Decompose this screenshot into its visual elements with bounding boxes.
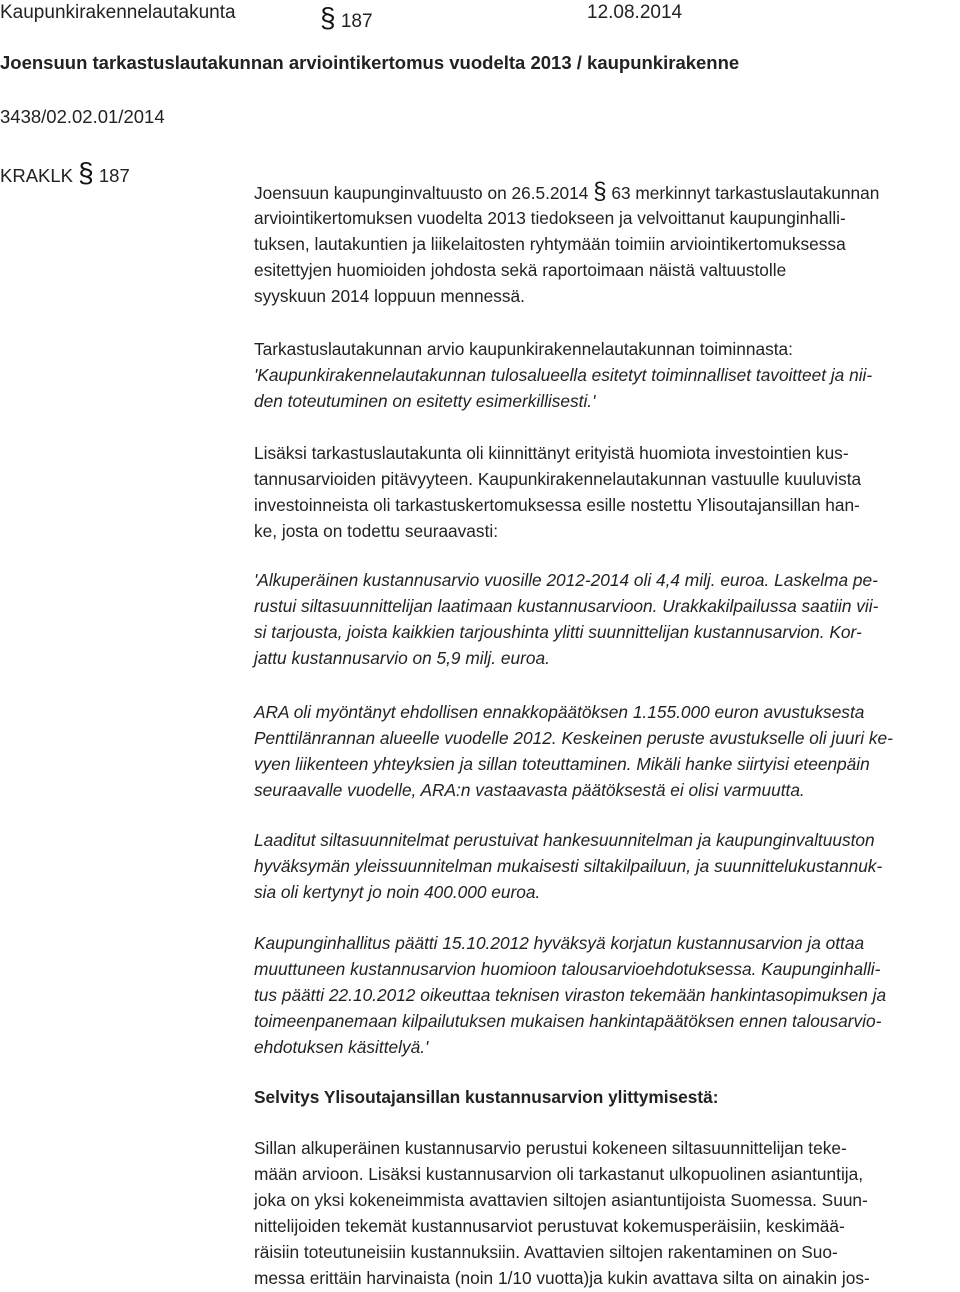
- section-mark-icon: §: [78, 157, 94, 188]
- explanation-line: Sillan alkuperäinen kustannusarvio perustui kokeneen siltasuunnittelijan teke-: [254, 1138, 847, 1158]
- note-line: tannusarvioiden pitävyyteen. Kaupunkirakennelautakunnan vastuulle kuuluvista: [254, 469, 862, 489]
- meeting-date: 12.08.2014: [587, 2, 683, 23]
- explanation-paragraph: [254, 1135, 950, 1291]
- quote-paragraph-4: [254, 930, 950, 1060]
- intro-line: arviointikertomuksen vuodelta 2013 tiedokseen ja velvoittanut kaupunginhalli-: [254, 208, 846, 228]
- quote-line: muuttuneen kustannusarvion huomioon talousarvioehdotuksessa. Kaupunginhalli-: [254, 959, 881, 979]
- quote-line: rustui siltasuunnittelijan laatimaan kustannusarvioon. Urakkakilpailussa saatiin vii-: [254, 596, 879, 616]
- note-line: investoinneista oli tarkastuskertomuksessa esille nostettu Ylisoutajansillan han-: [254, 495, 860, 515]
- quote-line: Kaupunginhallitus päätti 15.10.2012 hyväksyä korjatun kustannusarvion ja ottaa: [254, 933, 865, 953]
- intro-paragraph: [254, 179, 950, 309]
- explanation-line: messa erittäin harvinaista (noin 1/10 vuotta)ja kukin avattava silta on ainakin jos-: [254, 1268, 870, 1288]
- explanation-line: mään arvioon. Lisäksi kustannusarvion oli tarkastanut ulkopuolinen asiantuntija,: [254, 1164, 864, 1184]
- assessment-paragraph: [254, 336, 950, 414]
- assessment-lead: Tarkastuslautakunnan arvio kaupunkirakennelautakunnan toiminnasta:: [254, 339, 793, 359]
- section-mark-icon: §: [320, 2, 336, 33]
- assessment-quote-line: den toteutuminen on esitetty esimerkillisesti.': [254, 391, 596, 411]
- intro-first-line: [254, 179, 950, 205]
- prefix-line: [0, 157, 130, 189]
- quote-line: tus päätti 22.10.2012 oikeuttaa teknisen viraston tekemään hankintasopimuksen ja: [254, 985, 887, 1005]
- quote-line: jattu kustannusarvio on 5,9 milj. euroa.: [254, 648, 550, 668]
- quote-line: Penttilänrannan alueelle vuodelle 2012. Keskeinen peruste avustukselle oli juuri ke-: [254, 728, 893, 748]
- quote-paragraph-3: [254, 827, 950, 905]
- board-name: Kaupunkirakennelautakunta: [0, 2, 236, 23]
- quote-line: hyväksymän yleissuunnitelman mukaisesti siltakilpailuun, ja suunnittelukustannuk-: [254, 856, 883, 876]
- prefix-board: KRAKLK: [0, 165, 74, 186]
- quote-line: sia oli kertynyt jo noin 400.000 euroa.: [254, 882, 541, 902]
- page-title: Joensuun tarkastuslautakunnan arviointikertomus vuodelta 2013 / kaupunkirakenne: [0, 52, 740, 73]
- quote-line: 'Alkuperäinen kustannusarvio vuosille 2012-2014 oli 4,4 milj. euroa. Laskelma pe-: [254, 570, 878, 590]
- note-line: ke, josta on todettu seuraavasti:: [254, 521, 499, 541]
- prefix-number: 187: [98, 165, 130, 186]
- case-number: 3438/02.02.01/2014: [0, 106, 165, 127]
- intro-line-part: 63 merkinnyt tarkastuslautakunnan: [611, 183, 880, 203]
- section-number: [320, 2, 373, 34]
- section-mark-icon: §: [593, 178, 607, 205]
- quote-paragraph-1: [254, 567, 950, 671]
- quote-line: toimeenpanemaan kilpailutuksen mukaisen hankintapäätöksen ennen talousarvio-: [254, 1011, 882, 1031]
- explanation-line: nittelijoiden tekemät kustannusarviot perustuvat kokemusperäisiin, keskimää-: [254, 1216, 845, 1236]
- note-paragraph: [254, 440, 950, 544]
- quote-line: vyen liikenteen yhteyksien ja sillan toteuttaminen. Mikäli hanke siirtyisi eteenpäin: [254, 754, 870, 774]
- section-subheading: [254, 1084, 950, 1110]
- intro-line: tuksen, lautakuntien ja liikelaitosten ryhtymään toimiin arviointikertomuksessa: [254, 234, 846, 254]
- intro-line-part: Joensuun kaupunginvaltuusto on 26.5.2014: [254, 183, 589, 203]
- quote-line: Laaditut siltasuunnitelmat perustuivat hankesuunnitelman ja kaupunginvaltuuston: [254, 830, 875, 850]
- quote-line: seuraavalle vuodelle, ARA:n vastaavasta päätöksestä ei olisi varmuutta.: [254, 780, 805, 800]
- intro-line: syyskuun 2014 loppuun mennessä.: [254, 286, 525, 306]
- explanation-line: joka on yksi kokeneimmista avattavien siltojen asiantuntijoista Suomessa. Suun-: [254, 1190, 868, 1210]
- intro-line: esitettyjen huomioiden johdosta sekä raportoimaan näistä valtuustolle: [254, 260, 787, 280]
- quote-line: si tarjousta, joista kaikkien tarjoushinta ylitti suunnittelijan kustannusarvion. Kor-: [254, 622, 862, 642]
- explanation-line: räisiin toteutuneisiin kustannuksiin. Avattavien siltojen rakentaminen on Suo-: [254, 1242, 838, 1262]
- quote-line: ARA oli myöntänyt ehdollisen ennakkopäätöksen 1.155.000 euron avustuksesta: [254, 702, 865, 722]
- subheading-text: Selvitys Ylisoutajansillan kustannusarvion ylittymisestä:: [254, 1087, 719, 1107]
- quote-line: ehdotuksen käsittelyä.': [254, 1037, 429, 1057]
- note-line: Lisäksi tarkastuslautakunta oli kiinnittänyt erityistä huomiota investointien kus-: [254, 443, 849, 463]
- section-number-value: 187: [340, 11, 373, 32]
- quote-paragraph-2: [254, 699, 950, 803]
- assessment-quote-line: 'Kaupunkirakennelautakunnan tulosalueella esitetyt toiminnalliset tavoitteet ja nii-: [254, 365, 873, 385]
